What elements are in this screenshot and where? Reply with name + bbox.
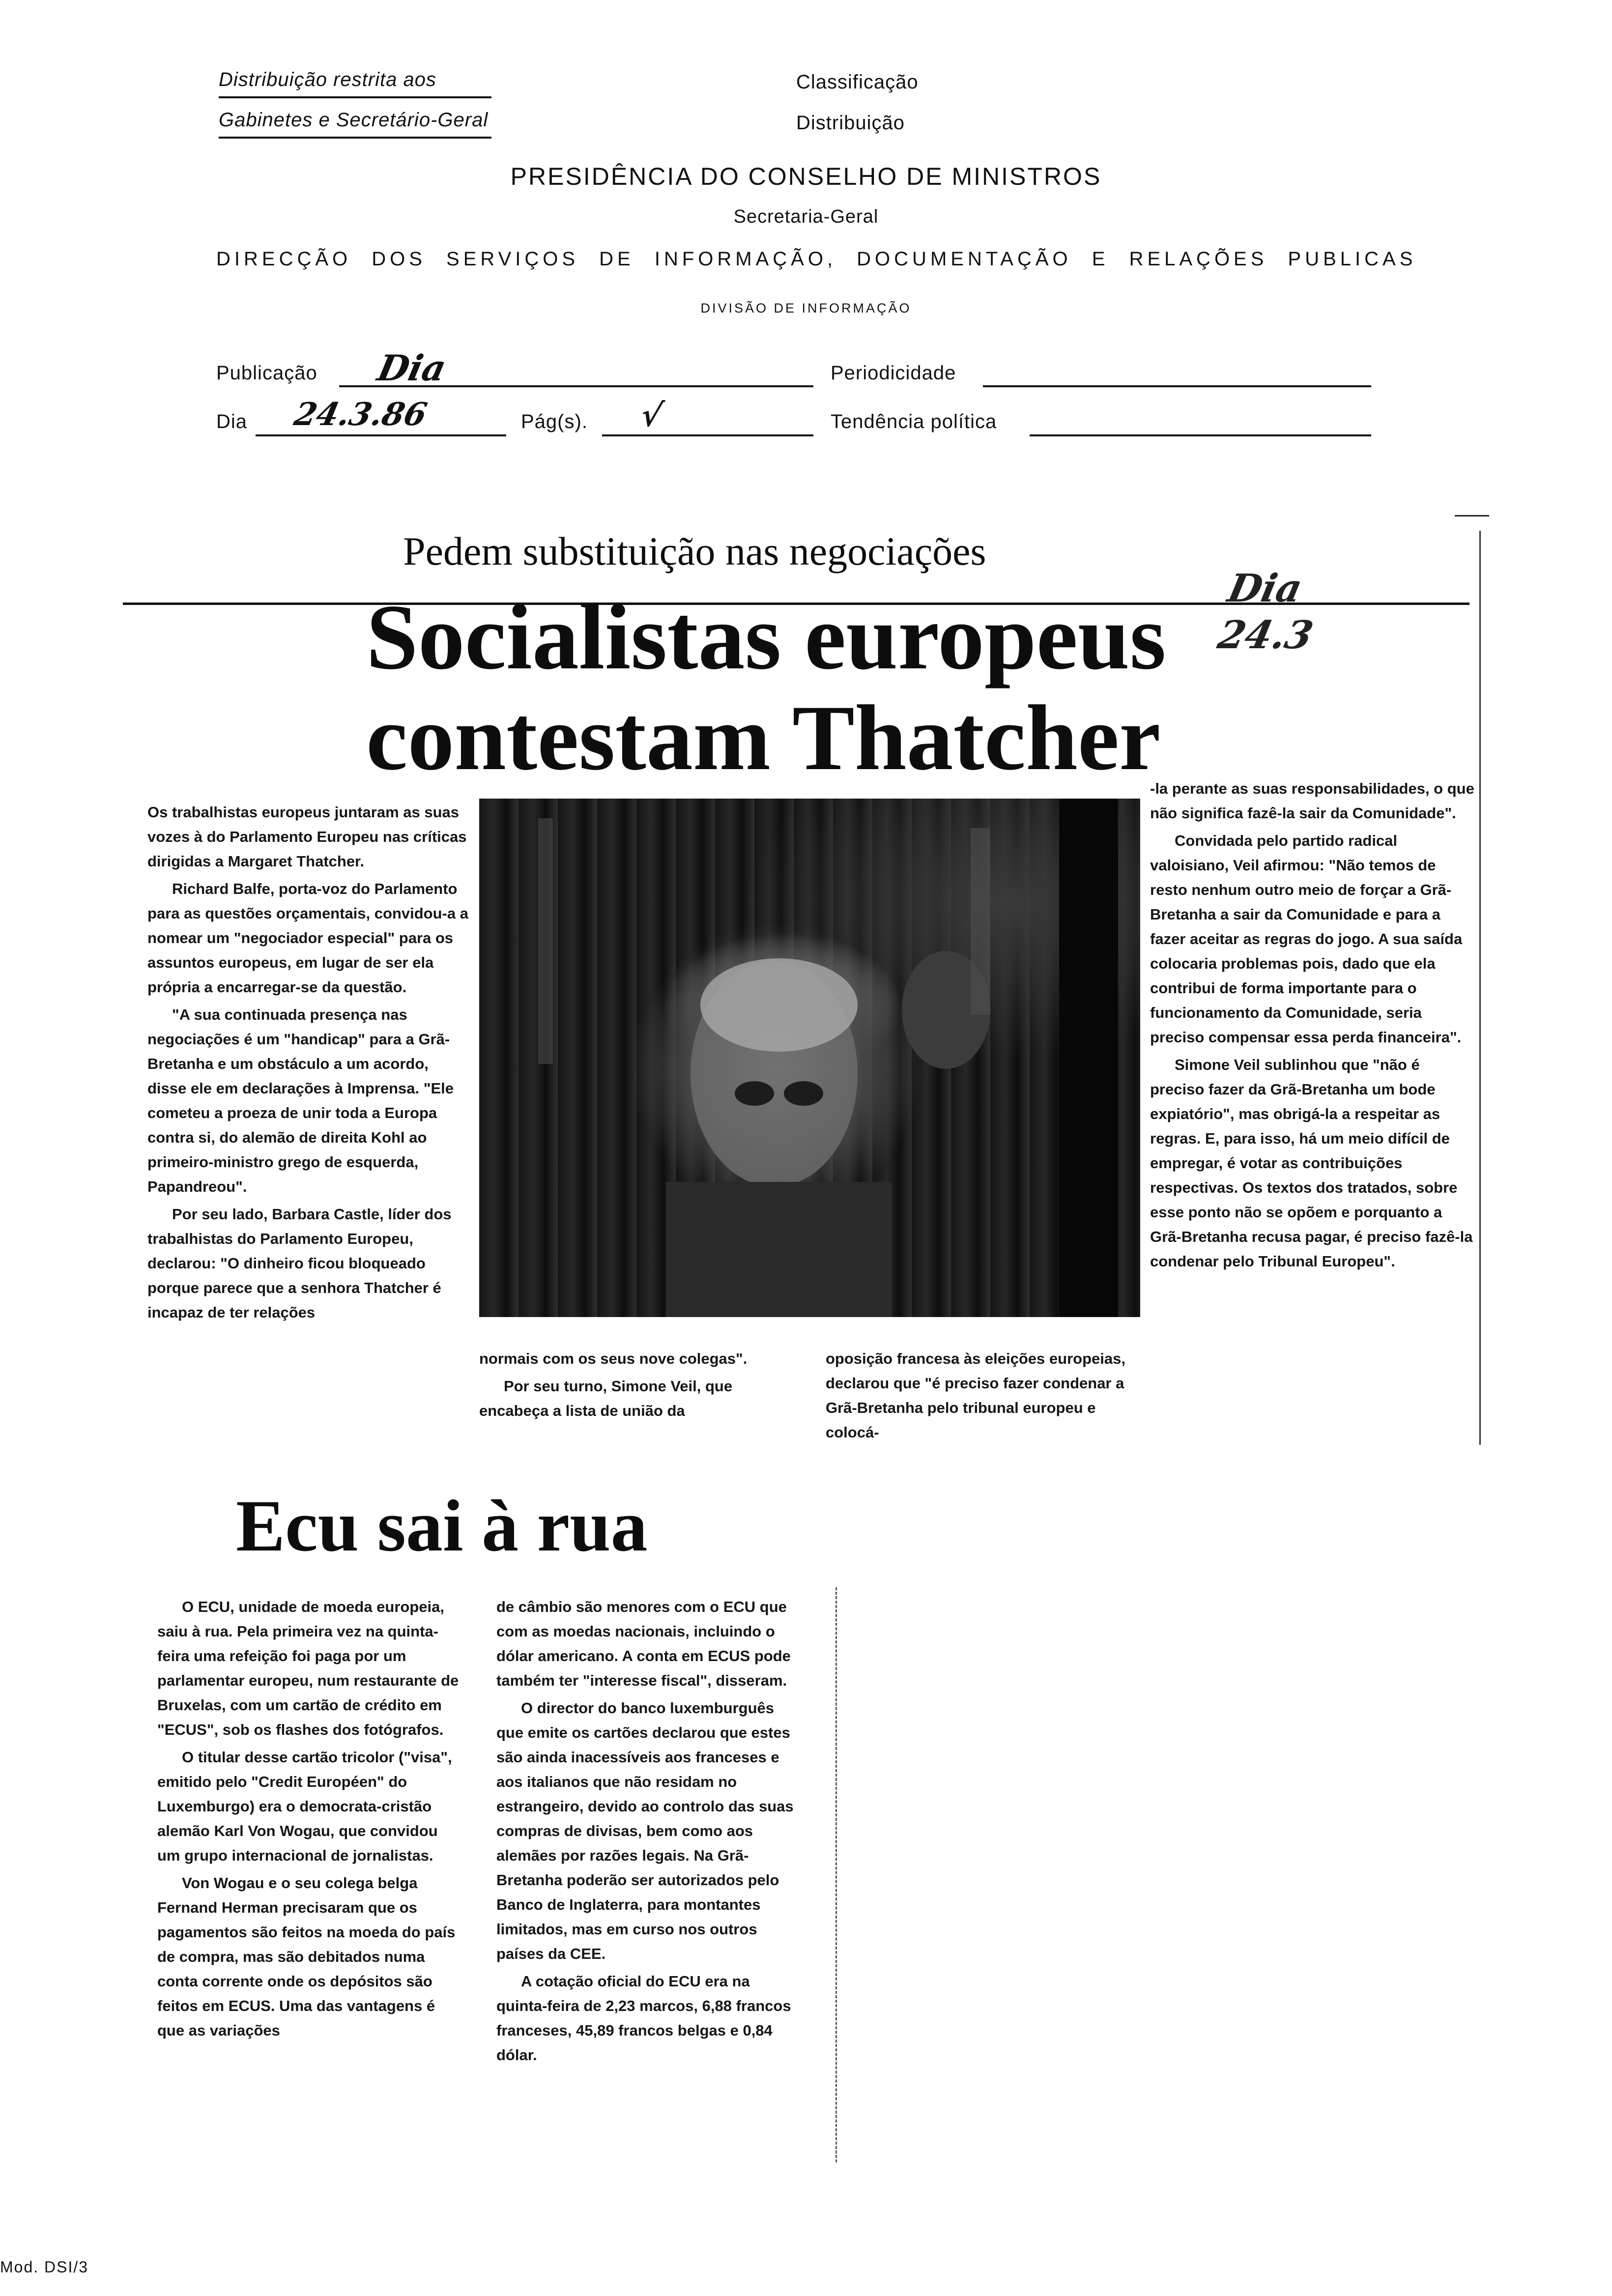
division-title: DIVISÃO DE INFORMAÇÃO — [700, 301, 912, 316]
clipping-right-edge — [1479, 531, 1481, 1445]
article1-kicker: Pedem substituição nas negociações — [403, 529, 986, 574]
publication-label: Publicação — [216, 362, 317, 384]
org-title: PRESIDÊNCIA DO CONSELHO DE MINISTROS — [510, 163, 1102, 190]
paragraph: Por seu turno, Simone Veil, que encabeça a lista de união da — [479, 1378, 733, 1419]
pages-label: Pág(s). — [521, 411, 588, 432]
distribution-label: Distribuição — [796, 112, 905, 134]
paragraph: normais com os seus nove colegas". — [479, 1350, 748, 1367]
periodicity-field — [983, 358, 1371, 387]
paragraph: Por seu lado, Barbara Castle, líder dos trabalhistas do Parlamento Europeu, declarou: "O dinheiro ficou bloqueado porque parece que a senhora Thatcher é incapaz de ter relações — [147, 1205, 452, 1321]
article1-column-1 — [147, 800, 469, 1328]
article1-column-4 — [1150, 776, 1474, 1277]
periodicity-label: Periodicidade — [831, 362, 956, 384]
article2-column-1 — [157, 1595, 464, 2046]
paragraph: Richard Balfe, porta-voz do Parlamento para as questões orçamentais, convidou-a a nomear um "negociador especial" para os assuntos europeus, em lugar de ser ela própria a encarregar-se da questão. — [147, 880, 468, 996]
paragraph: Convidada pelo partido radical valoisiano, Veil afirmou: "Não temos de resto nenhum outro meio de forçar a Grã-Bretanha a sair da Comunidade e para a fazer aceitar as regras do jogo. A sua saída colocaria problemas pois, dado que ela contribui de forma importante para o funcionamento da Comunidade, seria preciso compensar essa perda financeira". — [1150, 832, 1463, 1046]
paragraph: O ECU, unidade de moeda europeia, saiu à rua. Pela primeira vez na quinta-feira uma refeição foi paga por um parlamentar europeu, num restaurante de Bruxelas, com um cartão de crédito em "ECUS", sob os flashes dos fotógrafos. — [157, 1598, 459, 1738]
restricted-distribution-line1: Distribuição restrita aos — [219, 69, 436, 90]
header-divider — [219, 96, 491, 98]
article2-column-2 — [496, 1595, 804, 2070]
paragraph: de câmbio são menores com o ECU que com as moedas nacionais, incluindo o dólar americano. A conta em ECUS pode também ter "interesse fiscal", disseram. — [496, 1598, 791, 1689]
day-value: 24.3.86 — [291, 396, 431, 433]
paragraph: O director do banco luxemburguês que emite os cartões declarou que estes são ainda inacessíveis aos franceses e aos italianos que não residam no estrangeiro, devido ao controlo das suas compras de divisas, bem como aos alemães por razões legais. Na Grã-Bretanha poderão ser autorizados pelo Banco de Inglaterra, para montantes limitados, mas em curso nos outros países da CEE. — [496, 1699, 794, 1962]
org-subtitle: Secretaria-Geral — [733, 206, 879, 227]
classification-label: Classificação — [796, 71, 919, 93]
day-field — [256, 396, 506, 436]
handwritten-margin-note: Dia 24.3 — [1214, 566, 1317, 658]
article2-headline: Ecu sai à rua — [236, 1485, 648, 1567]
paragraph: Os trabalhistas europeus juntaram as suas vozes à do Parlamento Europeu nas críticas dirigidas a Margaret Thatcher. — [147, 804, 467, 870]
paragraph: "A sua continuada presença nas negociações é um "handicap" para a Grã-Bretanha e um obstáculo a um acordo, disse ele em declarações à Imprensa. "Ele cometeu a proeza de unir toda a Europa contra si, do alemão de direita Kohl ao primeiro-ministro grego de esquerda, Papandreou". — [147, 1006, 454, 1195]
publication-field — [339, 347, 813, 389]
pages-field — [602, 397, 813, 436]
paragraph: O titular desse cartão tricolor ("visa", emitido pelo "Credit Européen" do Luxemburgo) era o democrata-cristão alemão Karl Von Wogau, que convidou um grupo internacional de jornalistas. — [157, 1749, 452, 1864]
article1-headline-line1: Socialistas europeus — [366, 586, 1166, 689]
header-divider — [219, 137, 491, 139]
article1-photo — [479, 799, 1140, 1317]
paragraph: -la perante as suas responsabilidades, o que não significa fazê-la sair da Comunidade". — [1150, 780, 1474, 822]
tendency-label: Tendência política — [831, 411, 997, 432]
pages-value: √ — [637, 397, 666, 434]
article1-column-2 — [479, 1347, 794, 1426]
photo-silhouette — [479, 799, 1140, 1317]
paragraph: oposição francesa às eleições europeias, declarou que "é preciso fazer condenar a Grã-Bretanha pelo tribunal europeu e colocá- — [826, 1350, 1125, 1441]
directorate-title: DIRECÇÃO DOS SERVIÇOS DE INFORMAÇÃO, DOCUMENTAÇÃO E RELAÇÕES PUBLICAS — [216, 248, 1417, 270]
article1-column-3 — [826, 1347, 1140, 1448]
publication-value: Dia — [374, 347, 450, 389]
article1-headline-line2: contestam Thatcher — [366, 687, 1161, 790]
restricted-distribution-line2: Gabinetes e Secretário-Geral — [219, 109, 489, 131]
day-label: Dia — [216, 411, 248, 432]
tendency-field — [1030, 406, 1371, 436]
clipping-corner-mark — [1455, 515, 1489, 517]
paragraph: Simone Veil sublinhou que "não é preciso fazer da Grã-Bretanha um bode expiatório", mas obrigá-la a respeitar as regras. E, para isso, há um meio difícil de empregar, é votar as contribuições respectivas. Os textos dos tratados, sobre esse ponto não se opõem e porquanto a Grã-Bretanha recusa pagar, é preciso fazê-la condenar pelo Tribunal Europeu". — [1150, 1056, 1473, 1270]
paragraph: A cotação oficial do ECU era na quinta-feira de 2,23 marcos, 6,88 francos franceses, 45,89 francos belgas e 0,84 dólar. — [496, 1973, 791, 2064]
paragraph: Von Wogau e o seu colega belga Fernand Herman precisaram que os pagamentos são feitos na moeda do país de compra, mas são debitados numa conta corrente onde os depósitos são feitos em ECUS. Uma das vantagens é que as variações — [157, 1874, 456, 2039]
clipping-cut-edge — [835, 1587, 837, 2162]
form-code: Mod. DSI/3 — [0, 2258, 89, 2276]
